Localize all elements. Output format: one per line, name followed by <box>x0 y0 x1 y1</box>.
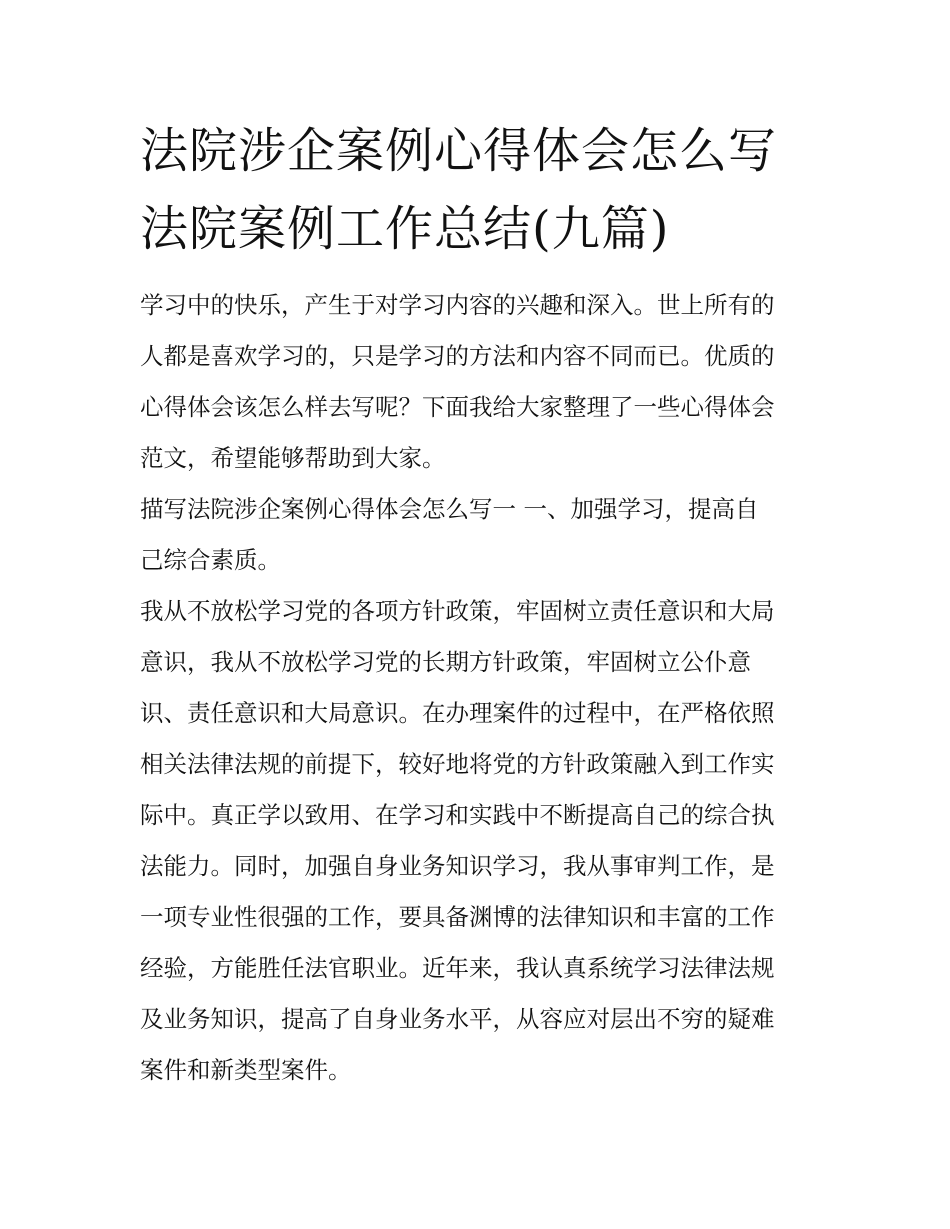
body-line: 法能力。同时，加强自身业务知识学习，我从事审判工作，是 <box>140 852 775 880</box>
body-line: 范文，希望能够帮助到大家。 <box>140 444 446 472</box>
body-line: 相关法律法规的前提下，较好地将党的方针政策融入到工作实 <box>140 750 775 778</box>
body-line: 际中。真正学以致用、在学习和实践中不断提高自己的综合执 <box>140 801 775 829</box>
body-line: 经验，方能胜任法官职业。近年来，我认真系统学习法律法规 <box>140 954 775 982</box>
document-body <box>140 280 820 1096</box>
body-line: 描写法院涉企案例心得体会怎么写一 一、加强学习，提高自 <box>140 495 759 523</box>
body-line: 识、责任意识和大局意识。在办理案件的过程中，在严格依照 <box>140 699 775 727</box>
body-line: 人都是喜欢学习的，只是学习的方法和内容不同而已。优质的 <box>140 342 775 370</box>
body-line: 意识，我从不放松学习党的长期方针政策，牢固树立公仆意 <box>140 648 751 676</box>
title-line-1: 法院涉企案例心得体会怎么写 <box>140 123 778 179</box>
body-line: 己综合素质。 <box>140 546 281 574</box>
body-line: 学习中的快乐，产生于对学习内容的兴趣和深入。世上所有的 <box>140 291 775 319</box>
body-line: 案件和新类型案件。 <box>140 1056 352 1084</box>
body-line: 我从不放松学习党的各项方针政策，牢固树立责任意识和大局 <box>140 597 775 625</box>
body-line: 及业务知识，提高了自身业务水平，从容应对层出不穷的疑难 <box>140 1005 775 1033</box>
document-title <box>140 112 840 268</box>
title-line-2: 法院案例工作总结(九篇) <box>140 201 670 257</box>
body-line: 心得体会该怎么样去写呢？下面我给大家整理了一些心得体会 <box>140 393 775 421</box>
body-line: 一项专业性很强的工作，要具备渊博的法律知识和丰富的工作 <box>140 903 775 931</box>
